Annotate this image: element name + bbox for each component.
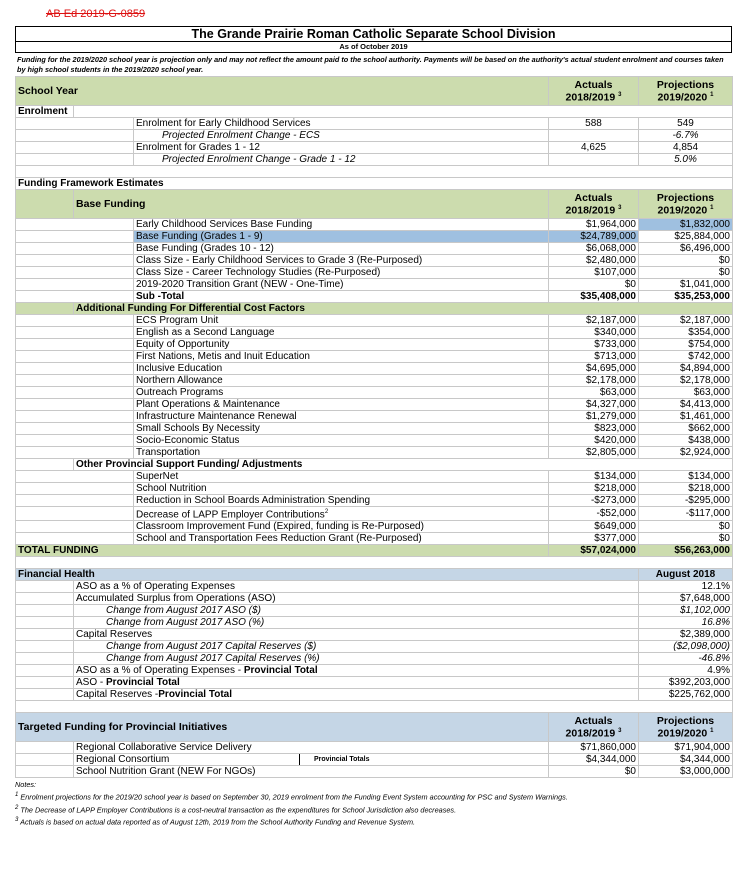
subtotal-row [16,291,733,303]
total-funding-row [16,545,733,557]
targeted-projection: $3,000,000 [639,766,733,778]
cell [16,533,134,545]
cell [16,255,134,267]
cell [16,471,134,483]
targeted-item-label [74,766,549,778]
targeted-item-text: Regional Collaborative Service Delivery [76,741,252,753]
other-support-row [16,495,733,507]
total-funding-label: TOTAL FUNDING [16,545,549,557]
targeted-item-label [74,742,549,754]
cell [16,154,134,166]
funding-actual: $107,000 [549,267,639,279]
cell [16,423,134,435]
health-item-label: Capital Reserves [74,629,639,641]
base-funding-header-row [16,190,733,219]
cell [16,653,74,665]
funding-actual: $713,000 [549,351,639,363]
base-funding-row [16,219,733,231]
funding-item-label: Inclusive Education [134,363,549,375]
other-support-row [16,533,733,545]
enrolment-label: Enrolment [16,106,74,118]
other-support-header [16,459,733,471]
health-item-label: Change from August 2017 ASO (%) [74,617,639,629]
provincial-totals-label: Provincial Totals [314,756,370,764]
document-stamp: AB Ed 2019-G-0859 [46,8,146,20]
targeted-projection: $71,904,000 [639,742,733,754]
cell [16,411,134,423]
funding-projection: $1,832,000 [639,219,733,231]
funding-item-label: Class Size - Career Technology Studies (Re-Purposed) [134,267,549,279]
spacer-row [16,166,733,178]
funding-actual: $0 [549,279,639,291]
funding-actual: $2,178,000 [549,375,639,387]
framework-label-row [16,178,733,190]
enrolment-projection: 5.0% [639,154,733,166]
health-item-label: ASO as a % of Operating Expenses [74,581,639,593]
funding-item-label: Northern Allowance [134,375,549,387]
funding-item-label: Base Funding (Grades 10 - 12) [134,243,549,255]
health-item-value: $2,389,000 [639,629,733,641]
funding-item-label: Base Funding (Grades 1 - 9) [134,231,549,243]
enrolment-item-label: Projected Enrolment Change - Grade 1 - 12 [134,154,549,166]
cell [16,605,74,617]
subtotal-actual: $35,408,000 [549,291,639,303]
funding-actual: $24,789,000 [549,231,639,243]
enrolment-row [16,154,733,166]
funding-item-label: Class Size - Early Childhood Services to Grade 3 (Re-Purposed) [134,255,549,267]
funding-projection: $1,041,000 [639,279,733,291]
funding-item-label: Small Schools By Necessity [134,423,549,435]
cell [16,495,134,507]
funding-item-label: First Nations, Metis and Inuit Education [134,351,549,363]
health-item-value: 4.9% [639,665,733,677]
other-support-row [16,521,733,533]
enrolment-label-row [16,106,733,118]
funding-projection: $2,178,000 [639,375,733,387]
school-year-label: School Year [16,77,549,106]
additional-funding-row [16,435,733,447]
other-support-row [16,483,733,495]
cell [16,291,134,303]
targeted-actual: $71,860,000 [549,742,639,754]
cell [16,557,733,569]
funding-item-label: Classroom Improvement Fund (Expired, funding is Re-Purposed) [134,521,549,533]
health-item-label: ASO as a % of Operating Expenses - Provincial Total [74,665,639,677]
footnote-marker: 2 [324,509,329,515]
enrolment-row [16,142,733,154]
cell [16,742,74,754]
cell [16,399,134,411]
additional-funding-label: Additional Funding For Differential Cost Factors [74,303,733,315]
funding-item-label: English as a Second Language [134,327,549,339]
additional-funding-row [16,315,733,327]
cell [16,118,134,130]
health-item-value: 16.8% [639,617,733,629]
funding-projection: $0 [639,267,733,279]
funding-item-label: SuperNet [134,471,549,483]
cell [16,303,74,315]
base-funding-row [16,231,733,243]
additional-funding-row [16,327,733,339]
funding-actual: $63,000 [549,387,639,399]
funding-sheet [15,26,732,828]
funding-item-label: Infrastructure Maintenance Renewal [134,411,549,423]
funding-actual: $340,000 [549,327,639,339]
health-item-value: $392,203,000 [639,677,733,689]
funding-actual: $2,480,000 [549,255,639,267]
funding-actual: $649,000 [549,521,639,533]
actuals-header: Actuals 2018/2019 $^3$ [549,190,639,219]
enrolment-row [16,118,733,130]
as-of-date: As of October 2019 [15,42,732,53]
funding-projection: $4,413,000 [639,399,733,411]
cell [16,754,74,766]
additional-funding-row [16,351,733,363]
health-item-label: Change from August 2017 ASO ($) [74,605,639,617]
enrolment-item-label: Enrolment for Early Childhood Services [134,118,549,130]
targeted-projection: $4,344,000 [639,754,733,766]
spacer-row [16,701,733,713]
financial-health-column: August 2018 [639,569,733,581]
enrolment-actual: 4,625 [549,142,639,154]
financial-health-label: Financial Health [16,569,639,581]
bracket-line [299,754,306,766]
cell [16,279,134,291]
funding-actual: $420,000 [549,435,639,447]
other-support-row [16,507,733,521]
total-funding-projection: $56,263,000 [639,545,733,557]
funding-projection: $134,000 [639,471,733,483]
health-item-label: Accumulated Surplus from Operations (ASO) [74,593,639,605]
funding-projection: $63,000 [639,387,733,399]
health-item-value: 12.1% [639,581,733,593]
other-support-label: Other Provincial Support Funding/ Adjustments [74,459,733,471]
health-item-value: $7,648,000 [639,593,733,605]
cell [16,435,134,447]
cell [16,375,134,387]
targeted-item-text: School Nutrition Grant (NEW For NGOs) [76,765,256,777]
note-item [15,815,732,827]
funding-actual: -$273,000 [549,495,639,507]
funding-actual: $218,000 [549,483,639,495]
health-item-label: Capital Reserves -Provincial Total [74,689,639,701]
cell [16,689,74,701]
funding-actual: $823,000 [549,423,639,435]
cell [16,166,733,178]
subtotal-label: Sub -Total [134,291,549,303]
funding-projection: $4,894,000 [639,363,733,375]
provincial-total-row [16,689,733,701]
funding-projection: $0 [639,521,733,533]
health-item-value: -46.8% [639,653,733,665]
provincial-total-row [16,665,733,677]
cell [16,142,134,154]
cell [16,641,74,653]
funding-actual: $4,695,000 [549,363,639,375]
note-item [15,803,732,815]
targeted-actual: $0 [549,766,639,778]
funding-projection: -$295,000 [639,495,733,507]
funding-item-label: Early Childhood Services Base Funding [134,219,549,231]
funding-actual: $2,805,000 [549,447,639,459]
cell [16,190,74,219]
funding-projection: $354,000 [639,327,733,339]
funding-projection: -$117,000 [639,507,733,521]
enrolment-projection: 4,854 [639,142,733,154]
enrolment-item-label: Enrolment for Grades 1 - 12 [134,142,549,154]
funding-item-label: Equity of Opportunity [134,339,549,351]
note-item [15,790,732,802]
cell [16,267,134,279]
notes-section [15,779,732,827]
funding-projection: $218,000 [639,483,733,495]
school-year-row [16,77,733,106]
notes-label: Notes: [15,780,37,790]
provincial-total-row [16,677,733,689]
targeted-row [16,742,733,754]
base-funding-row [16,267,733,279]
cell [16,459,74,471]
health-item-label: Change from August 2017 Capital Reserves ($) [74,641,639,653]
other-support-row [16,471,733,483]
funding-item-label: School Nutrition [134,483,549,495]
enrolment-actual [549,130,639,142]
cell [16,521,134,533]
cell [16,351,134,363]
footnote-marker: 2 [15,804,19,811]
financial-health-row [16,641,733,653]
cell [16,243,134,255]
projections-header: Projections 2019/2020 $^1$ [639,77,733,106]
cell [16,507,134,521]
cell [16,339,134,351]
additional-funding-row [16,411,733,423]
cell [16,327,134,339]
projections-header: Projections 2019/2020 $^1$ [639,713,733,742]
additional-funding-row [16,375,733,387]
funding-actual: $1,279,000 [549,411,639,423]
funding-actual: $2,187,000 [549,315,639,327]
additional-funding-row [16,423,733,435]
funding-actual: -$52,000 [549,507,639,521]
cell [16,363,134,375]
base-funding-label: Base Funding [74,190,549,219]
cell [16,701,733,713]
additional-funding-row [16,399,733,411]
funding-item-label: Plant Operations & Maintenance [134,399,549,411]
footnote-marker: 1 [15,792,19,799]
cell [16,665,74,677]
funding-actual: $377,000 [549,533,639,545]
health-item-value: $225,762,000 [639,689,733,701]
targeted-item-text: Regional Consortium [76,753,170,765]
financial-health-header [16,569,733,581]
cell [16,617,74,629]
base-funding-row [16,243,733,255]
targeted-actual: $4,344,000 [549,754,639,766]
cell [16,677,74,689]
funding-item-label: 2019-2020 Transition Grant (NEW - One-Time) [134,279,549,291]
financial-health-row [16,617,733,629]
funding-item-label: Decrease of LAPP Employer Contributions$^2$ [134,507,549,521]
footnote-marker: 3 [15,817,19,824]
additional-funding-row [16,339,733,351]
note-text: Actuals is based on actual data reported as of August 12th, 2019 from the School Authority Funding and Revenue System. [18,817,416,827]
enrolment-projection: 549 [639,118,733,130]
enrolment-actual [549,154,639,166]
cell [16,387,134,399]
base-funding-row [16,279,733,291]
funding-item-label: ECS Program Unit [134,315,549,327]
funding-table [15,76,733,778]
targeted-row [16,766,733,778]
funding-projection: $25,884,000 [639,231,733,243]
additional-funding-row [16,387,733,399]
cell [16,766,74,778]
funding-projection: $438,000 [639,435,733,447]
financial-health-row [16,593,733,605]
cell [16,593,74,605]
funding-actual: $4,327,000 [549,399,639,411]
subtotal-projection: $35,253,000 [639,291,733,303]
framework-label: Funding Framework Estimates [16,178,733,190]
funding-projection: $0 [639,533,733,545]
enrolment-item-label: Projected Enrolment Change - ECS [134,130,549,142]
funding-projection: $2,924,000 [639,447,733,459]
projections-header: Projections 2019/2020 $^1$ [639,190,733,219]
enrolment-projection: -6.7% [639,130,733,142]
enrolment-row [16,130,733,142]
funding-projection: $6,496,000 [639,243,733,255]
additional-funding-row [16,447,733,459]
funding-actual: $733,000 [549,339,639,351]
page-title: The Grande Prairie Roman Catholic Separate School Division [15,26,732,42]
funding-projection: $742,000 [639,351,733,363]
cell [16,219,134,231]
funding-actual: $1,964,000 [549,219,639,231]
targeted-item-label [74,754,549,766]
health-item-value: $1,102,000 [639,605,733,617]
funding-item-label: School and Transportation Fees Reduction Grant (Re-Purposed) [134,533,549,545]
additional-funding-header [16,303,733,315]
funding-item-label: Outreach Programs [134,387,549,399]
cell [16,315,134,327]
health-item-value: ($2,098,000) [639,641,733,653]
actuals-header: Actuals 2018/2019 $^3$ [549,77,639,106]
note-text: The Decrease of LAPP Employer Contributions is a cost-neutral transaction as the expenditures for School Jurisdiction also decreases. [18,805,457,815]
funding-item-label: Socio-Economic Status [134,435,549,447]
financial-health-row [16,605,733,617]
cell [16,130,134,142]
base-funding-row [16,255,733,267]
funding-actual: $134,000 [549,471,639,483]
cell [16,231,134,243]
cell [16,447,134,459]
targeted-header [16,713,733,742]
financial-health-row [16,581,733,593]
financial-health-row [16,653,733,665]
total-funding-actual: $57,024,000 [549,545,639,557]
note-text: Enrolment projections for the 2019/20 school year is based on September 30, 2019 enrolment from the Funding Event System accounting for PSC and System Warnings. [18,792,568,802]
funding-projection: $2,187,000 [639,315,733,327]
funding-projection: $754,000 [639,339,733,351]
spacer-row [16,557,733,569]
financial-health-row [16,629,733,641]
health-item-label: ASO - Provincial Total [74,677,639,689]
enrolment-actual: 588 [549,118,639,130]
cell [16,629,74,641]
cell [16,581,74,593]
funding-projection: $0 [639,255,733,267]
funding-item-label: Reduction in School Boards Administration Spending [134,495,549,507]
cell [74,106,733,118]
additional-funding-row [16,363,733,375]
targeted-row [16,754,733,766]
funding-projection: $1,461,000 [639,411,733,423]
funding-item-label: Transportation [134,447,549,459]
cell [16,483,134,495]
health-item-label: Change from August 2017 Capital Reserves (%) [74,653,639,665]
funding-projection: $662,000 [639,423,733,435]
targeted-label: Targeted Funding for Provincial Initiatives [16,713,549,742]
funding-actual: $6,068,000 [549,243,639,255]
actuals-header: Actuals 2018/2019 $^3$ [549,713,639,742]
disclaimer: Funding for the 2019/2020 school year is projection only and may not reflect the amount paid to the school authority. Payments will be based on the authority's actual student enrolment and courses taken by high school students in the 2019/2020 school year. [17,55,724,74]
